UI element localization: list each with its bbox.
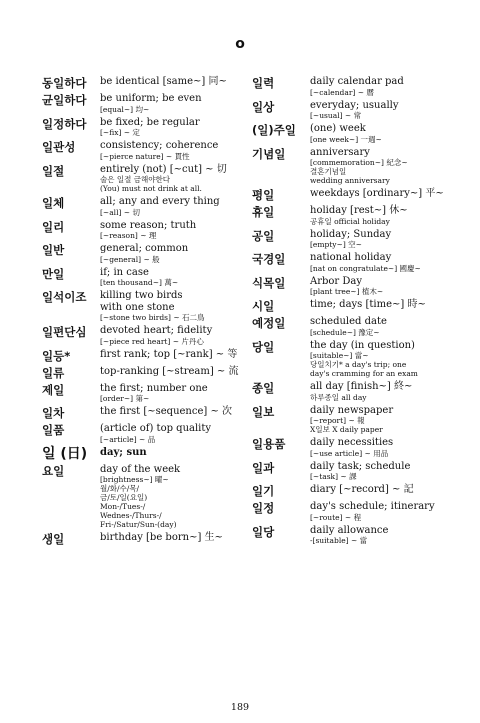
definition — [100, 243, 240, 264]
etymology-note: 금/토/일(요일) — [100, 493, 148, 502]
dictionary-entry — [42, 325, 240, 346]
etymology-note: -[suitable] ~ 當 — [310, 536, 368, 545]
definition — [310, 405, 462, 435]
definition — [310, 188, 462, 202]
definition-text: weekdays [ordinary~] 平~ — [310, 188, 444, 199]
etymology-note: Mon-/Tues-/ — [100, 502, 146, 511]
definition-text: if; in case — [100, 266, 149, 278]
etymology-note: [schedule~] 豫定~ — [310, 327, 380, 337]
headword: 일정하다 — [42, 116, 87, 131]
dictionary-entry — [252, 252, 462, 273]
headword: 공일 — [252, 228, 275, 243]
headword: 균일하다 — [42, 93, 87, 107]
etymology-note: Wednes-/Thurs-/ — [100, 511, 162, 520]
headword: 당일 — [252, 339, 275, 354]
etymology-note: [plant tree~] 植木~ — [310, 287, 384, 296]
definition — [100, 140, 240, 161]
definition — [100, 93, 240, 114]
headword: 일체 — [42, 196, 65, 210]
headword: 일편단심 — [42, 325, 87, 339]
headword: 일상 — [252, 99, 275, 114]
definition — [310, 229, 462, 250]
definition-text: daily calendar pad — [310, 76, 404, 87]
definition — [310, 252, 462, 273]
definition-text: consistency; coherence — [100, 140, 219, 151]
etymology-note: 하루종일 all day — [310, 392, 367, 402]
definition-text: all day [finish~] 終~ — [310, 381, 413, 392]
etymology-note: [~pierce nature] ~ 貫性 — [100, 151, 190, 161]
etymology-note: [~fix] ~ 定 — [100, 128, 140, 137]
definition — [310, 525, 462, 546]
definition — [100, 447, 240, 461]
etymology-note: [~use article] ~ 用品 — [310, 448, 389, 458]
dictionary-entry — [42, 220, 240, 241]
page-number: 189 — [230, 702, 250, 713]
dictionary-entry — [42, 140, 240, 161]
etymology-note: [~route] ~ 程 — [310, 512, 362, 522]
definition-text: diary [~record] ~ 記 — [310, 484, 414, 495]
definition — [100, 117, 240, 138]
definition-text: birthday [be born~] 生~ — [100, 532, 223, 543]
etymology-note: [~piece red heart] ~ 片丹心 — [100, 336, 204, 346]
definition-text: holiday [rest~] 休~ — [310, 205, 408, 216]
etymology-note: wedding anniversary — [310, 176, 390, 185]
definition — [100, 196, 240, 217]
etymology-note: 당일치기* a day's trip; one — [310, 360, 407, 369]
definition-text: devoted heart; fidelity — [100, 325, 213, 336]
etymology-note: [empty~] 空~ — [310, 240, 362, 249]
dictionary-entry — [252, 525, 462, 546]
dictionary-entry — [252, 316, 462, 337]
definition-text: holiday; Sunday — [310, 228, 392, 240]
definition — [100, 220, 240, 241]
definition-text: the first; number one — [100, 382, 208, 394]
dictionary-entry — [42, 447, 240, 461]
etymology-note: X일보 X daily paper — [310, 425, 383, 434]
definition-text: anniversary — [310, 146, 370, 158]
definition-text: killing two birds — [100, 290, 183, 301]
etymology-note: (You) must not drink at all. — [100, 184, 202, 193]
etymology-note: [~calendar] ~ 曆 — [310, 87, 374, 97]
etymology-note: [commemoration~] 紀念~ — [310, 158, 408, 167]
headword: 일기 — [252, 484, 275, 498]
definition — [100, 76, 240, 90]
headword: 일류 — [42, 365, 65, 380]
dictionary-entry — [252, 340, 462, 379]
dictionary-entry — [42, 406, 240, 420]
etymology-note: [ten thousand~] 萬~ — [100, 278, 179, 287]
definition-text: first rank; top [~rank] ~ 等 — [100, 348, 238, 360]
definition-text: daily task; schedule — [310, 460, 411, 472]
headword: 종일 — [252, 381, 275, 395]
dictionary-entry — [252, 147, 462, 186]
definition-text: Arbor Day — [310, 275, 363, 287]
dictionary-entry — [252, 484, 462, 498]
definition-text: the first [~sequence] ~ 次 — [100, 406, 233, 417]
headword: 일리 — [42, 219, 65, 234]
definition-text: everyday; usually — [310, 99, 399, 111]
headword: 일정 — [252, 501, 275, 515]
headword: 일석이조 — [42, 290, 87, 304]
dictionary-entry — [42, 532, 240, 546]
headword: 동일하다 — [42, 76, 87, 90]
etymology-note: [~general] ~ 般 — [100, 254, 160, 264]
dictionary-entry — [42, 423, 240, 444]
definition-text: daily allowance — [310, 524, 389, 536]
headword: 국경일 — [252, 252, 286, 266]
etymology-note: day's cramming for an exam — [310, 369, 418, 378]
headword: 일보 — [252, 404, 275, 419]
etymology-note: [~reason] ~ 理 — [100, 231, 157, 240]
dictionary-entry — [252, 205, 462, 226]
headword: (일)주일 — [252, 123, 296, 137]
definition — [310, 381, 462, 402]
dictionary-entry — [252, 276, 462, 297]
headword: 일당 — [252, 524, 275, 539]
dictionary-entry — [42, 76, 240, 90]
definition — [100, 290, 240, 322]
etymology-note: [brightness~] 曜~ — [100, 475, 169, 484]
definition-text: national holiday — [310, 252, 392, 263]
etymology-note: [equal~] 均~ — [100, 104, 150, 114]
dictionary-entry — [42, 366, 240, 380]
definition-text: with one stone — [100, 301, 175, 313]
definition — [310, 484, 462, 498]
etymology-note: [~stone two birds] ~ 石二鳥 — [100, 313, 205, 322]
definition — [100, 349, 240, 363]
definition-text: entirely (not) [~cut] ~ 切 — [100, 163, 227, 175]
headword: 일관성 — [42, 140, 76, 154]
definition — [310, 100, 462, 121]
dictionary-entry — [42, 117, 240, 138]
definition — [310, 501, 462, 522]
dictionary-entry — [42, 349, 240, 363]
definition-text: (article of) top quality — [100, 423, 212, 434]
definition-text: daily newspaper — [310, 404, 394, 416]
definition — [100, 164, 240, 194]
headword: 일차 — [42, 406, 65, 420]
definition-text: time; days [time~] 時~ — [310, 299, 426, 310]
etymology-note: 공휴일 official holiday — [310, 216, 390, 226]
dictionary-entry — [42, 290, 240, 322]
dictionary-entry — [42, 164, 240, 194]
definition-text: general; common — [100, 243, 189, 254]
definition-text: top-ranking [~stream] ~ 流 — [100, 365, 239, 377]
headword: 휴일 — [252, 205, 275, 219]
etymology-note: Fri-/Satur/Sun-(day) — [100, 520, 177, 529]
dictionary-entry — [252, 188, 462, 202]
definition — [100, 325, 240, 346]
headword: 제일 — [42, 382, 65, 397]
definition-text: daily necessities — [310, 437, 394, 448]
etymology-note: [nat on congratulate~] 國慶~ — [310, 263, 421, 273]
dictionary-entry — [42, 464, 240, 530]
etymology-note: [suitable~] 當~ — [310, 351, 369, 360]
definition-text: scheduled date — [310, 316, 387, 327]
etymology-note: 술은 일절 금해야한다 — [100, 175, 170, 184]
etymology-note: [one week~] 一週~ — [310, 134, 382, 144]
definition-text: some reason; truth — [100, 219, 197, 231]
etymology-note: [order~] 第~ — [100, 394, 150, 403]
headword: 생일 — [42, 532, 65, 546]
etymology-note: 월/화/수/목/ — [100, 484, 140, 493]
right-column — [252, 76, 462, 548]
dictionary-entry — [252, 405, 462, 435]
definition — [100, 383, 240, 404]
definition-text: the day (in question) — [310, 339, 415, 351]
etymology-note: [~all] ~ 切 — [100, 207, 140, 217]
definition — [310, 147, 462, 186]
etymology-note: [~article] ~ 品 — [100, 434, 156, 444]
definition-text: be uniform; be even — [100, 93, 202, 104]
definition-text: day of the week — [100, 463, 181, 475]
definition — [310, 437, 462, 458]
dictionary-entry — [42, 383, 240, 404]
headword: 일 (日) — [42, 445, 88, 462]
dictionary-entry — [252, 437, 462, 458]
headword: 일절 — [42, 163, 65, 178]
headword: 시일 — [252, 299, 275, 313]
definition-text: day; sun — [100, 446, 147, 458]
dictionary-entry — [42, 196, 240, 217]
definition-text: all; any and every thing — [100, 196, 220, 207]
definition — [310, 299, 462, 313]
definition — [100, 406, 240, 420]
dictionary-entry — [252, 381, 462, 402]
dictionary-entry — [252, 229, 462, 250]
dictionary-entry — [252, 76, 462, 97]
headword: 일등* — [42, 348, 71, 363]
definition — [100, 366, 240, 380]
dictionary-entry — [252, 299, 462, 313]
definition — [310, 123, 462, 144]
definition — [310, 340, 462, 379]
headword: 일용품 — [252, 437, 286, 451]
headword: 요일 — [42, 463, 65, 478]
etymology-note: [~task] ~ 課 — [310, 472, 357, 481]
definition-text: be identical [same~] 同~ — [100, 76, 227, 87]
headword: 만일 — [42, 266, 65, 281]
headword: 일력 — [252, 76, 275, 90]
etymology-note: [~usual] ~ 常 — [310, 111, 362, 120]
headword: 일과 — [252, 460, 275, 475]
dictionary-entry — [252, 100, 462, 121]
definition — [100, 423, 240, 444]
definition — [310, 76, 462, 97]
left-column — [42, 76, 240, 549]
headword: 식목일 — [252, 275, 286, 290]
etymology-note: [~report] ~ 報 — [310, 416, 365, 425]
headword: 일반 — [42, 243, 65, 257]
definition — [100, 464, 240, 530]
headword: 예정일 — [252, 316, 286, 330]
definition — [310, 205, 462, 226]
page-header: o — [235, 36, 245, 52]
definition — [310, 276, 462, 297]
definition — [100, 267, 240, 288]
definition — [310, 461, 462, 482]
dictionary-entry — [252, 123, 462, 144]
definition-text: be fixed; be regular — [100, 116, 200, 128]
dictionary-entry — [42, 243, 240, 264]
definition-text: day's schedule; itinerary — [310, 501, 435, 512]
dictionary-entry — [252, 461, 462, 482]
etymology-note: 결혼기념일 — [310, 167, 347, 176]
definition-text: (one) week — [310, 123, 366, 134]
headword: 평일 — [252, 188, 275, 202]
dictionary-entry — [42, 267, 240, 288]
dictionary-entry — [252, 501, 462, 522]
headword: 일품 — [42, 423, 65, 437]
headword: 기념일 — [252, 146, 286, 161]
definition — [310, 316, 462, 337]
dictionary-entry — [42, 93, 240, 114]
definition — [100, 532, 240, 546]
